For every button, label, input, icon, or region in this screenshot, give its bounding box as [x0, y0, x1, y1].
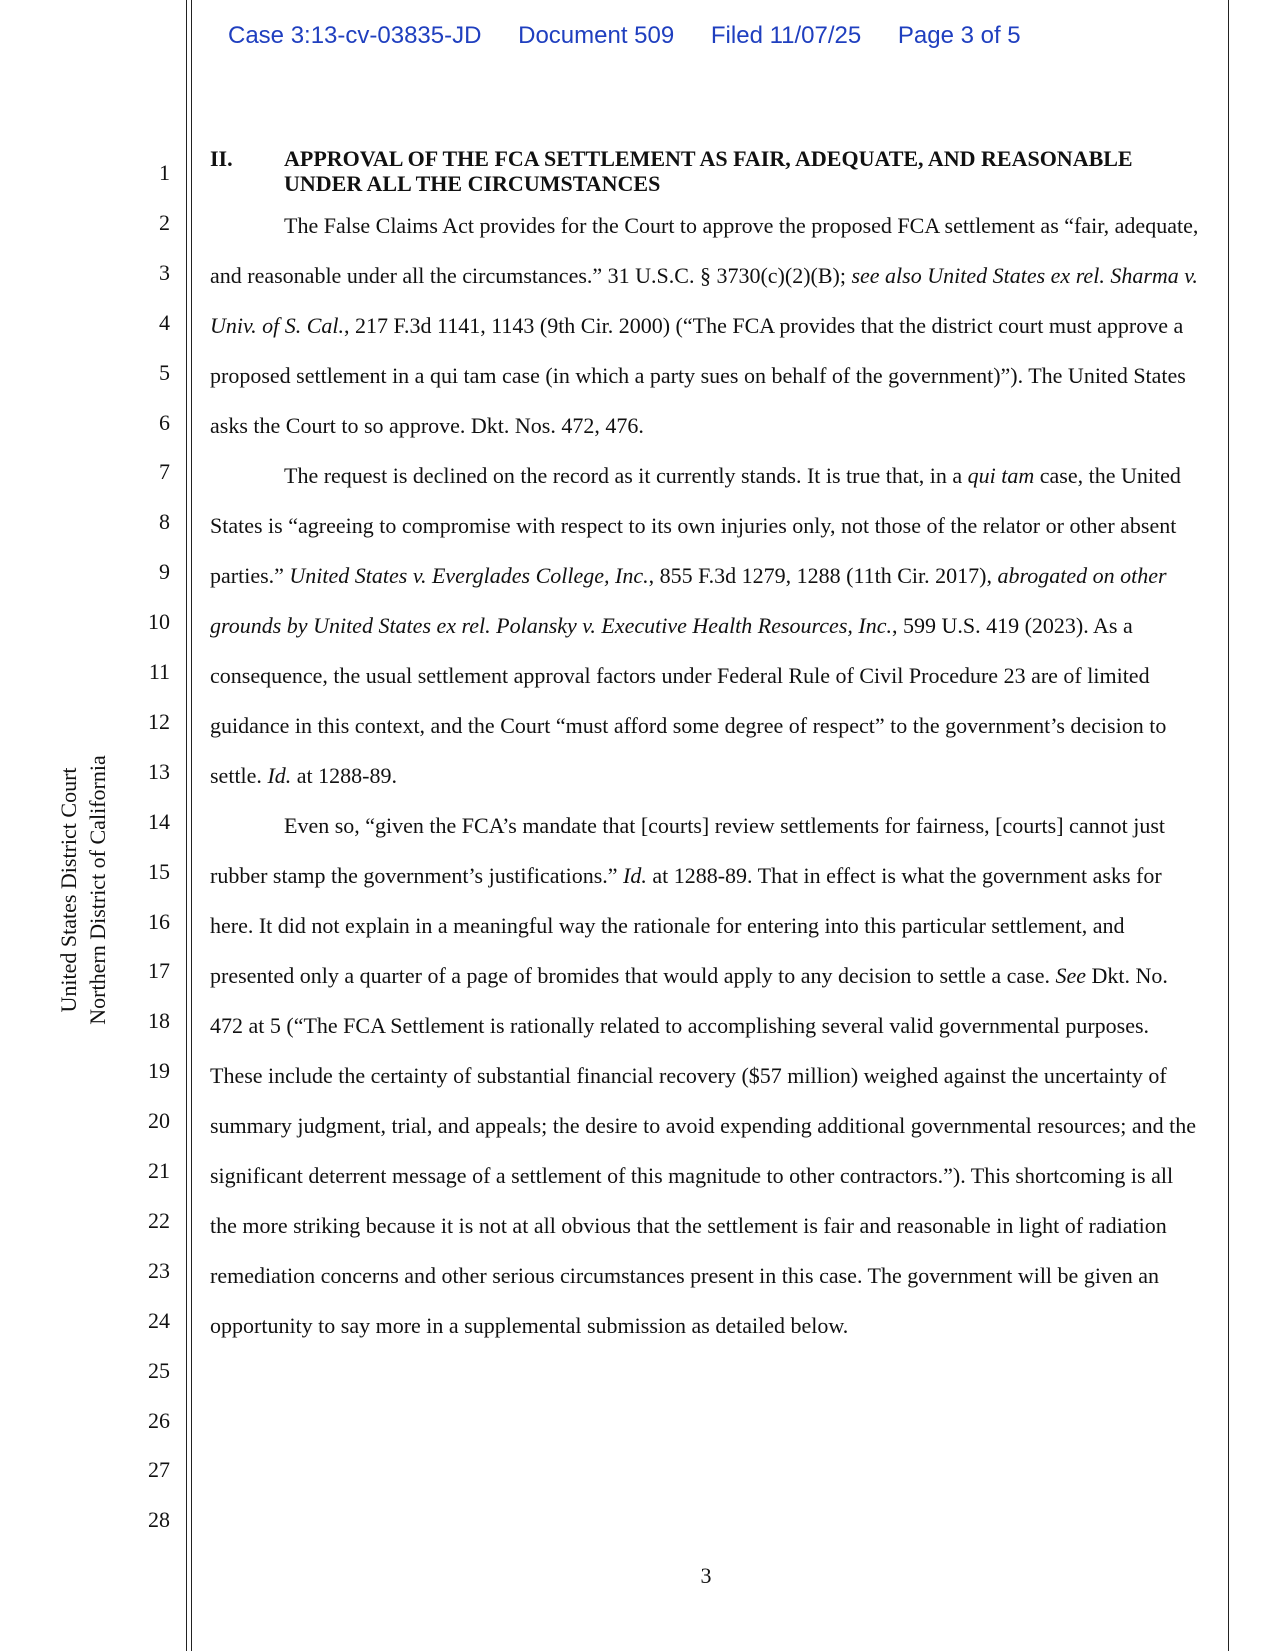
line-number: 27 [148, 1457, 170, 1483]
line-number: 1 [159, 160, 170, 185]
document-number: Document 509 [518, 22, 675, 49]
line-number: 26 [148, 1407, 170, 1433]
line-number: 12 [148, 708, 170, 734]
court-name: United States District Court [56, 767, 81, 1013]
text-run: , 855 F.3d 1279, 1288 (11th Cir. 2017), [648, 563, 998, 588]
line-number: 11 [148, 659, 170, 684]
term-italic: qui tam [967, 463, 1035, 488]
line-number: 2 [159, 209, 170, 235]
line-number: 10 [148, 609, 170, 635]
line-number: 5 [159, 359, 170, 385]
text-run: The request is declined on the record as it currently stands. It is true that, in a [284, 463, 968, 488]
section-heading [210, 146, 1200, 196]
line-number: 13 [148, 758, 170, 784]
filed-date: Filed 11/07/25 [710, 22, 862, 49]
paragraph-1 [210, 201, 1200, 451]
right-margin-rule [1228, 0, 1229, 1651]
court-district: Northern District of California [85, 755, 110, 1025]
paragraph-2 [210, 451, 1200, 801]
section-number: II. [210, 146, 233, 171]
text-run: The False Claims Act provides for the Court to approve the proposed FCA settlement as “fair, adequate, and reasonable under all the circumstances.” 31 U.S.C. § 3730(c)(2)(B); [210, 213, 1199, 288]
line-number: 19 [148, 1058, 170, 1084]
text-run: , 599 U.S. 419 (2023). As a consequence, the usual settlement approval factors under Federal Rule of Civil Procedure 23 are of limited guidance in this context, and the Court “must afford some degree of respect” to the government’s decision to settle. [210, 613, 1167, 788]
line-number: 21 [148, 1158, 170, 1183]
line-number: 14 [148, 808, 170, 834]
page-indicator: Page 3 of 5 [897, 22, 1021, 49]
text-run: , 217 F.3d 1141, 1143 (9th Cir. 2000) (“The FCA provides that the district court must approve a proposed settlement in a qui tam case (in which a party sues on behalf of the government)”). The United States asks the Court to so approve. Dkt. Nos. 472, 476. [210, 313, 1186, 438]
signal-italic: See [1055, 963, 1087, 988]
text-run: Dkt. No. 472 at 5 (“The FCA Settlement is rationally related to accomplishing several valid governmental purposes. These include the certainty of substantial financial recovery ($57 million) weighed against the uncertainty of summary judgment, trial, and appeals; the desire to avoid expending additional governmental resources; and the significant deterrent message of a settlement of this magnitude to other contractors.”). This shortcoming is all the more striking because it is not at all obvious that the settlement is fair and reasonable in light of radiation remediation concerns and other serious circumstances present in this case. The government will be given an opportunity to say more in a supplemental submission as detailed below. [210, 963, 1197, 1338]
citation-italic: abrogated on other grounds by United States ex rel. Polansky v. Executive Health Resources, Inc. [210, 563, 1167, 638]
line-number: 24 [148, 1307, 170, 1333]
paragraph-3 [210, 801, 1200, 1351]
line-number: 23 [148, 1257, 170, 1283]
line-number: 9 [159, 559, 170, 585]
document-body [210, 146, 1200, 1351]
line-number: 17 [148, 958, 170, 984]
citation-italic: United States v. Everglades College, Inc. [289, 563, 649, 588]
line-number: 16 [148, 908, 170, 934]
text-run: case, the United States is “agreeing to compromise with respect to its own injuries only, not those of the relator or other absent parties.” [210, 463, 1181, 588]
citation-italic: Id. [267, 763, 292, 788]
line-number: 8 [159, 509, 170, 535]
line-number: 25 [148, 1357, 170, 1383]
text-run: Even so, “given the FCA’s mandate that [courts] review settlements for fairness, [courts] cannot just rubber stamp the government’s justifications.” [210, 813, 1165, 888]
citation-italic: see also United States ex rel. Sharma v. Univ. of S. Cal. [210, 263, 1198, 338]
text-run: at 1288-89. That in effect is what the government asks for here. It did not explain in a meaningful way the rationale for entering into this particular settlement, and presented only a quarter of a page of bromides that would apply to any decision to settle a case. [210, 863, 1162, 988]
ecf-header [228, 22, 1051, 50]
page-number: 3 [700, 1563, 712, 1588]
citation-italic: Id. [623, 863, 647, 888]
text-run: at 1288-89. [291, 763, 397, 788]
line-number: 15 [148, 858, 170, 884]
line-number: 28 [148, 1507, 170, 1533]
line-number: 20 [148, 1108, 170, 1134]
left-margin-rule-inner [191, 0, 192, 1651]
line-number: 3 [159, 259, 170, 285]
line-number: 6 [159, 409, 170, 435]
line-number: 4 [159, 309, 170, 335]
line-number: 7 [159, 459, 170, 485]
left-margin-rule-outer [186, 0, 187, 1651]
section-title: APPROVAL OF THE FCA SETTLEMENT AS FAIR, ADEQUATE, AND REASONABLE UNDER ALL THE CIRCUMSTANCES [284, 146, 1133, 196]
line-number: 22 [148, 1207, 170, 1233]
case-number: Case 3:13-cv-03835-JD [228, 22, 482, 49]
line-number: 18 [148, 1008, 170, 1034]
